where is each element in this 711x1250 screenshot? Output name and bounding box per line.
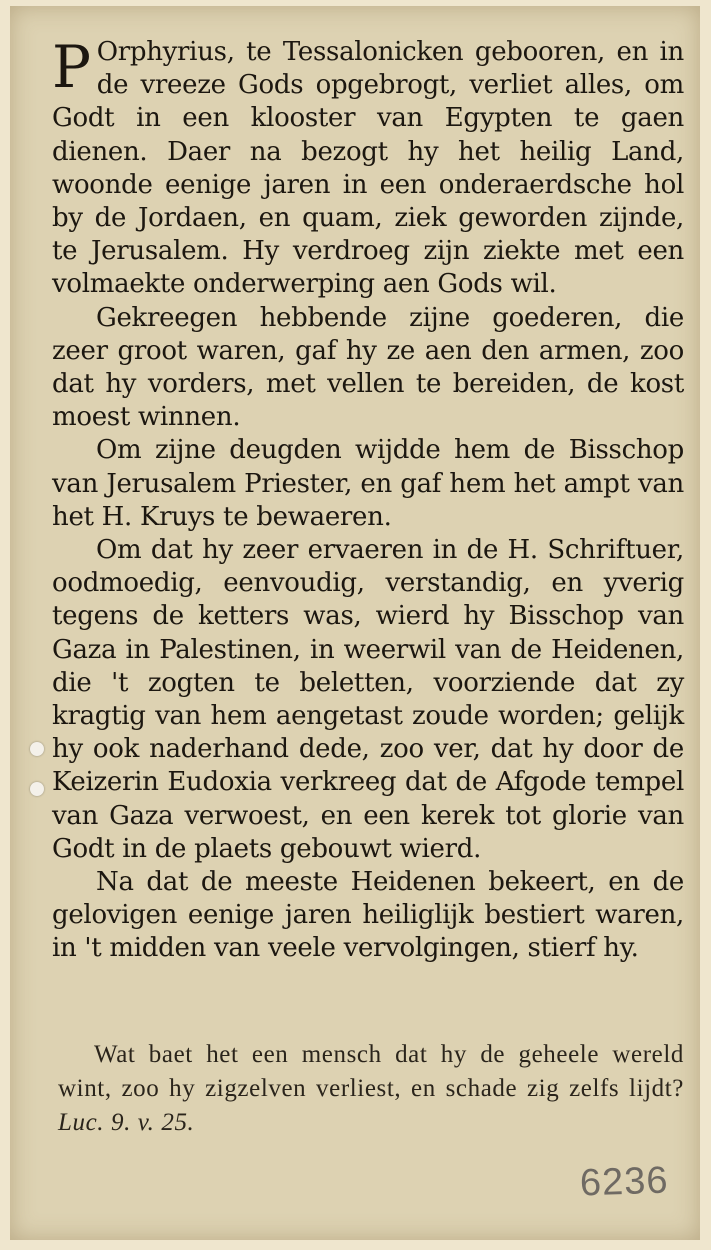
inventory-number: 6236 (579, 1159, 670, 1205)
main-text (52, 33, 684, 966)
paragraph-2: Gekreegen hebbende zijne goederen, die zeer groot waren, gaf hy ze aen den armen, zoo dat hy vorders, met vellen te bereiden, de kost moest winnen. (52, 302, 684, 433)
quote-text: Wat baet het een mensch dat hy de geheele wereld wint, zoo hy zigzelven verliest, en schade zig zelfs lijdt? (58, 1041, 684, 1102)
binding-hole (30, 742, 44, 756)
drop-cap: P (52, 33, 91, 101)
binding-hole (30, 782, 44, 796)
paragraph-4: Om dat hy zeer ervaeren in de H. Schriftuer, oodmoedig, eenvoudig, verstandig, en yverig tegens de ketters was, wierd hy Bisschop van Gaza in Palestinen, in weerwil van de Heidenen, die 't zogten te beletten, voorziende dat zy kragtig van hem aengetast zoude worden; gelijk hy ook naderhand dede, zoo ver, dat hy door de Keizerin Eudoxia verkreeg dat de Afgode tempel van Gaza verwoest, en een kerek tot glorie van Godt in de plaets gebouwt wierd. (52, 535, 684, 864)
paragraph-5: Na dat de meeste Heidenen bekeert, en de gelovigen eenige jaren heiliglijk bestiert waren, in 't midden van veele vervolgingen, stierf hy. (52, 867, 684, 964)
quote-reference: Luc. 9. v. 25. (58, 1109, 195, 1136)
paragraph-1 (52, 33, 684, 302)
paragraph-3: Om zijne deugden wijdde hem de Bisschop van Jerusalem Priester, en gaf hem het ampt van het H. Kruys te bewaeren. (52, 435, 684, 532)
paragraph-text: Orphyrius, te Tessalonicken gebooren, en in de vreeze Gods opgebrogt, verliet alles, om Godt in een klooster van Egypten te gaen dienen. Daer na bezogt hy het heilig Land, woonde eenige jaren in een onderaerdsche hol by de Jordaen, en quam, ziek geworden zijnde, te Jerusalem. Hy verdroeg zijn ziekte met een volmaekte onderwerping aen Gods wil. (52, 37, 684, 300)
scripture-quote (58, 1038, 684, 1140)
document-page (10, 6, 700, 1240)
